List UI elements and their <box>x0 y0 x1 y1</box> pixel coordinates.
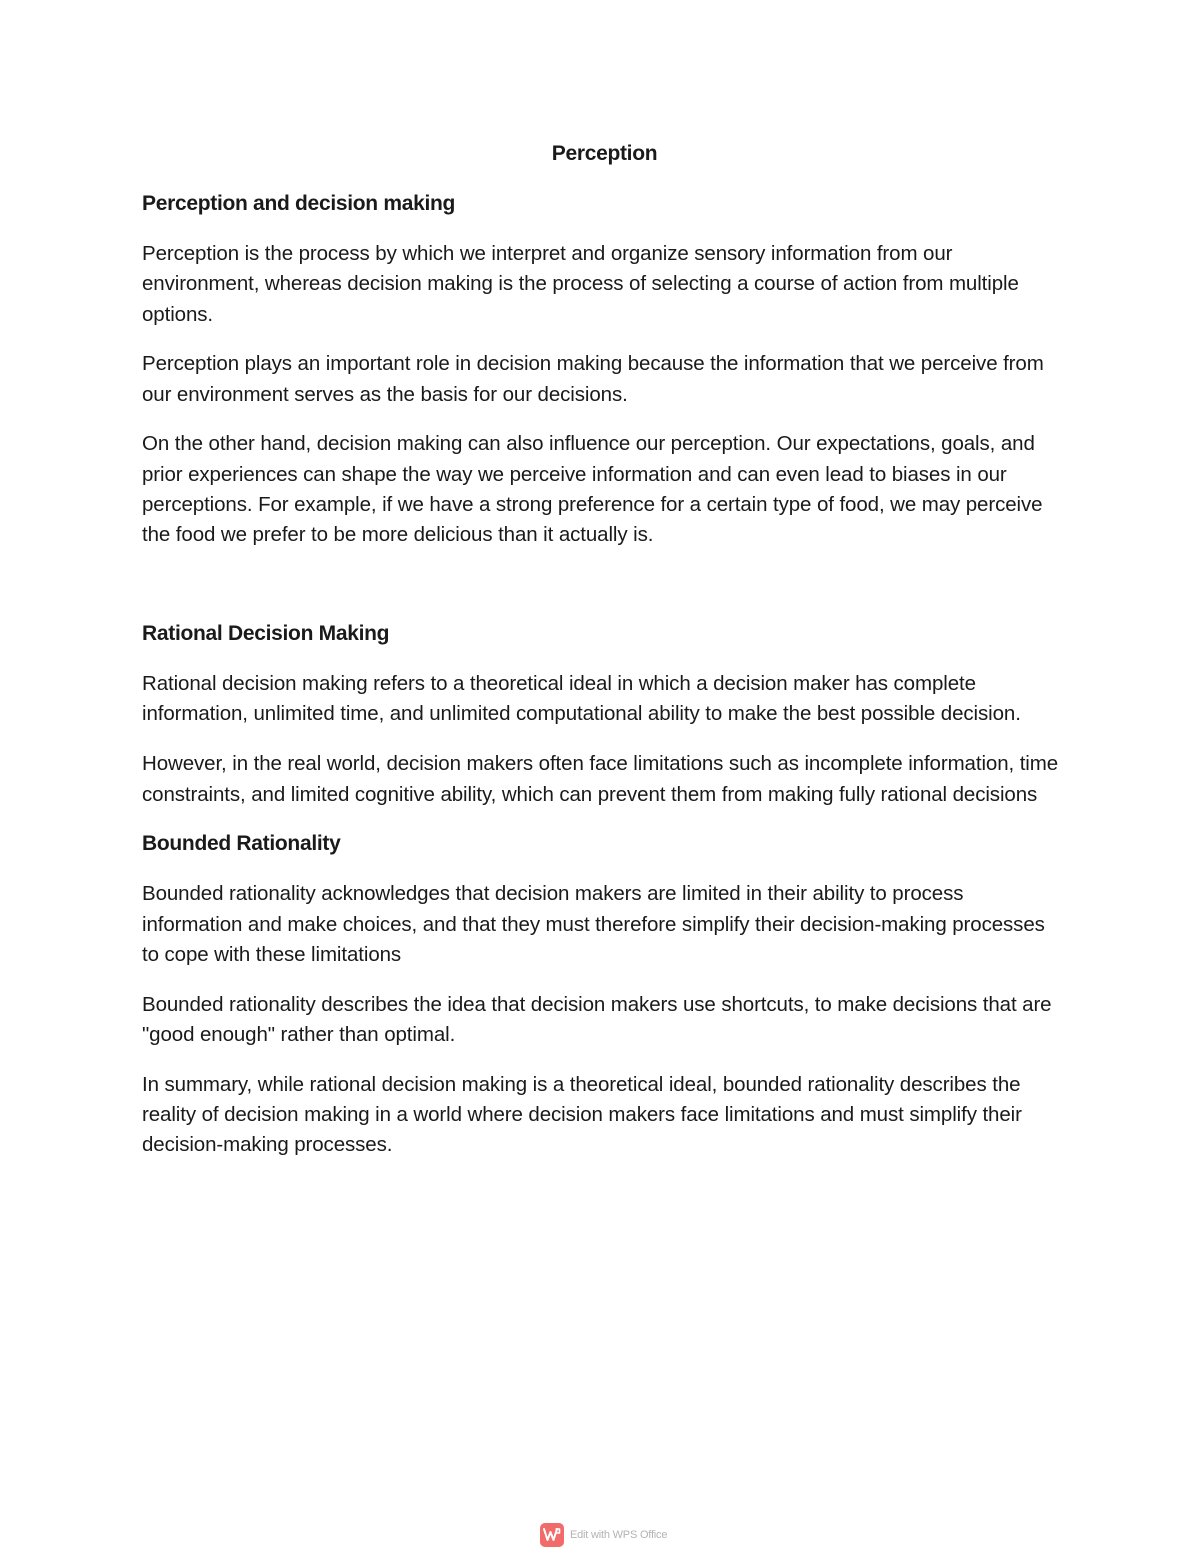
wps-office-logo-icon <box>540 1523 564 1547</box>
wps-office-badge-label: Edit with WPS Office <box>570 1529 668 1541</box>
section-heading-perception-decision: Perception and decision making <box>142 192 456 215</box>
section-heading-bounded-rationality: Bounded Rationality <box>142 832 341 856</box>
paragraph: However, in the real world, decision makers often face limitations such as incomplete information, time constraints, and limited cognitive ability, which can prevent them from making fully rational decisions <box>142 752 1059 806</box>
section-heading-rational-decision: Rational Decision Making <box>142 622 390 646</box>
paragraph: In summary, while rational decision making is a theoretical ideal, bounded rationality describes the reality of decision making in a world where decision makers face limitations and must simplify their decision-making processes. <box>142 1072 1022 1157</box>
document-body <box>142 139 1067 1180</box>
paragraph: Perception is the process by which we interpret and organize sensory information from our environment, whereas decision making is the process of selecting a course of action from multiple options. <box>142 242 1019 326</box>
paragraph: Bounded rationality describes the idea that decision makers use shortcuts, to make decisions that are "good enough" rather than optimal. <box>142 992 1052 1047</box>
blank-line <box>142 570 1067 619</box>
paragraph: Bounded rationality acknowledges that decision makers are limited in their ability to process information and make choices, and that they must therefore simplify their decision-making processes to cope with these limitations <box>142 882 1045 966</box>
document-title: Perception <box>551 142 658 165</box>
paragraph: Perception plays an important role in decision making because the information that we perceive from our environment serves as the basis for our decisions. <box>142 352 1044 406</box>
paragraph: On the other hand, decision making can also influence our perception. Our expectations, goals, and prior experiences can shape the way we perceive information and can even lead to biases in our perceptions. For example, if we have a strong preference for a certain type of food, we may perceive the food we prefer to be more delicious than it actually is. <box>142 432 1043 547</box>
paragraph: Rational decision making refers to a theoretical ideal in which a decision maker has complete information, unlimited time, and unlimited computational ability to make the best possible decision. <box>142 672 1021 726</box>
wps-office-badge[interactable] <box>540 1523 667 1547</box>
